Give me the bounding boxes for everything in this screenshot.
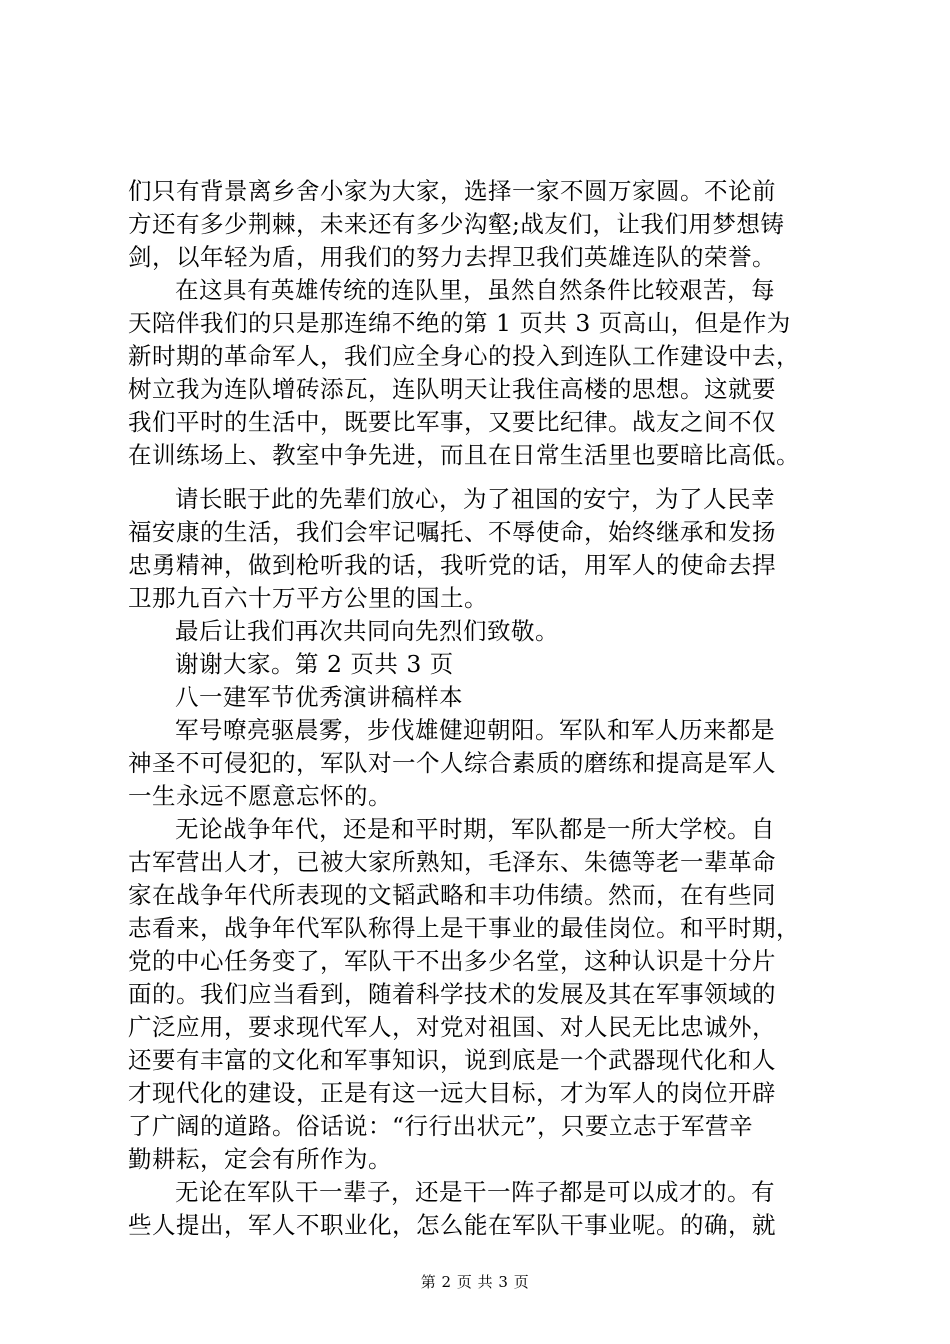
text-line: 在这具有英雄传统的连队里，虽然自然条件比较艰苦，每 [175, 276, 775, 304]
text-line: 勤耕耘，定会有所作为。 [128, 1145, 392, 1173]
body-text-block-2 [128, 483, 828, 1242]
text-line: 方还有多少荆棘，未来还有多少沟壑;战友们，让我们用梦想铸 [128, 210, 785, 238]
text-line: 忠勇精神，做到枪听我的话，我听党的话，用军人的使命去捍 [128, 551, 776, 579]
text-line: 新时期的革命军人，我们应全身心的投入到连队工作建设中去， [128, 342, 800, 370]
text-line: 们只有背景离乡舍小家为大家，选择一家不圆万家圆。不论前 [128, 177, 776, 205]
text-line: 谢谢大家。第 2 页共 3 页 [175, 650, 454, 678]
text-line: 在训练场上、教室中争先进，而且在日常生活里也要暗比高低。 [128, 441, 800, 469]
text-line: 请长眠于此的先辈们放心，为了祖国的安宁，为了人民幸 [175, 485, 775, 513]
text-line: 树立我为连队增砖添瓦，连队明天让我住高楼的思想。这就要 [128, 375, 776, 403]
text-line: 才现代化的建设，正是有这一远大目标，才为军人的岗位开辟 [128, 1079, 776, 1107]
text-line: 天陪伴我们的只是那连绵不绝的第 1 页共 3 页高山，但是作为 [128, 309, 791, 337]
text-line: 广泛应用，要求现代军人，对党对祖国、对人民无比忠诚外， [128, 1013, 776, 1041]
text-line: 剑，以年轻为盾，用我们的努力去捍卫我们英雄连队的荣誉。 [128, 243, 776, 271]
text-line: 最后让我们再次共同向先烈们致敬。 [175, 617, 559, 645]
text-line: 家在战争年代所表现的文韬武略和丰功伟绩。然而，在有些同 [128, 881, 776, 909]
text-line: 些人提出，军人不职业化，怎么能在军队干事业呢。的确，就 [128, 1211, 776, 1239]
section-title: 八一建军节优秀演讲稿样本 [175, 683, 463, 711]
text-line: 面的。我们应当看到，随着科学技术的发展及其在军事领域的 [128, 980, 776, 1008]
text-line: 还要有丰富的文化和军事知识，说到底是一个武器现代化和人 [128, 1046, 776, 1074]
text-line: 我们平时的生活中，既要比军事，又要比纪律。战友之间不仅 [128, 408, 776, 436]
text-line: 军号嘹亮驱晨雾，步伐雄健迎朝阳。军队和军人历来都是 [175, 716, 775, 744]
text-line: 无论在军队干一辈子，还是干一阵子都是可以成才的。有 [175, 1178, 775, 1206]
text-line: 卫那九百六十万平方公里的国土。 [128, 584, 488, 612]
text-line: 神圣不可侵犯的，军队对一个人综合素质的磨练和提高是军人 [128, 749, 776, 777]
text-line: 了广阔的道路。俗话说：“行行出状元”，只要立志于军营辛 [128, 1112, 754, 1140]
text-line: 党的中心任务变了，军队干不出多少名堂，这种认识是十分片 [128, 947, 776, 975]
page-number-label: 第 2 页 共 3 页 [420, 1273, 530, 1291]
page-footer [0, 1272, 950, 1292]
text-line: 福安康的生活，我们会牢记嘱托、不辱使命，始终继承和发扬 [128, 518, 776, 546]
text-line: 一生永远不愿意忘怀的。 [128, 782, 392, 810]
body-text-block-1 [128, 175, 828, 472]
text-line: 古军营出人才，已被大家所熟知，毛泽东、朱德等老一辈革命 [128, 848, 776, 876]
text-line: 志看来，战争年代军队称得上是干事业的最佳岗位。和平时期， [128, 914, 800, 942]
text-line: 无论战争年代，还是和平时期，军队都是一所大学校。自 [175, 815, 775, 843]
